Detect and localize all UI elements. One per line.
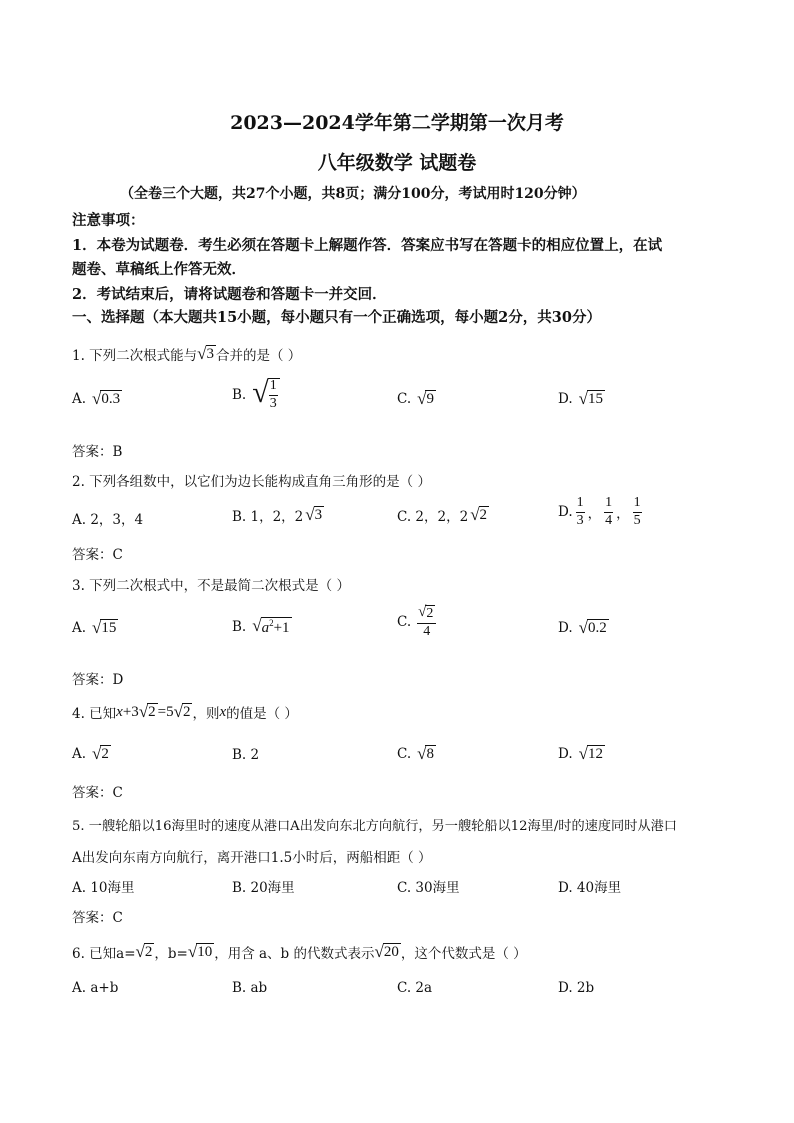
fraction: √ 2 4: [417, 605, 436, 640]
question-2-stem: 2. 下列各组数中，以它们为边长能构成直角三角形的是（ ）: [72, 474, 431, 490]
question-4-option-d[interactable]: D. √ 12: [558, 744, 603, 763]
sqrt-symbol: √ 12: [578, 744, 603, 763]
notice-item-2: 2．考试结束后，请将试题卷和答题卡一并交回．: [72, 286, 387, 303]
sqrt-symbol: √ 8: [417, 744, 434, 763]
question-5-option-c[interactable]: C. 30海里: [397, 880, 460, 896]
question-2-option-d[interactable]: D. $\frac{1}{3}$ ， $\frac{1}{4}$ ， $\frac{1}{5}$: [558, 495, 641, 528]
sqrt-symbol: √ 2: [470, 504, 488, 524]
sqrt-symbol: √ 9: [417, 389, 434, 408]
question-3-option-c[interactable]: C. √ 2 4: [397, 605, 436, 640]
question-6-option-c[interactable]: C. 2a: [397, 980, 433, 996]
question-2-option-a[interactable]: A. 2，3，4: [72, 512, 144, 528]
question-2-answer: 答案：C: [72, 547, 123, 563]
question-3-stem: 3. 下列二次根式中，不是最简二次根式是（ ）: [72, 578, 350, 594]
sqrt-symbol: √ 2: [135, 941, 153, 961]
sqrt-symbol: √ 3: [197, 343, 215, 363]
notice-item-1-line-2: 题卷、草稿纸上作答无效．: [72, 261, 246, 278]
sqrt-symbol: √ $\frac{1}{3}$: [252, 378, 279, 411]
question-3-option-b[interactable]: B. √ $a^2+1$: [232, 616, 290, 636]
question-1-option-d[interactable]: D. √ 15: [558, 389, 603, 408]
question-1-option-a[interactable]: A. √ 0.3: [72, 389, 121, 408]
question-1-answer: 答案：B: [72, 444, 123, 460]
exam-title: 2023—2024学年第二学期第一次月考: [230, 112, 564, 134]
sqrt-symbol: √ $a^2+1$: [252, 616, 290, 636]
fraction: $\frac{1}{5}$: [633, 495, 641, 528]
question-5-answer: 答案：C: [72, 910, 123, 926]
question-3-option-a[interactable]: A. √ 15: [72, 618, 117, 637]
notice-item-1-line-1: 1．本卷为试题卷．考生必须在答题卡上解题作答．答案应书写在答题卡的相应位置上，在试: [72, 237, 663, 254]
sqrt-symbol: √ 2: [92, 744, 109, 763]
question-3-option-d[interactable]: D. √ 0.2: [558, 618, 607, 637]
exam-subtitle: 八年级数学 试题卷: [317, 152, 477, 174]
question-4-answer: 答案：C: [72, 785, 123, 801]
notice-heading: 注意事项：: [72, 212, 145, 229]
question-6-option-b[interactable]: B. ab: [232, 980, 268, 996]
exam-info: （全卷三个大题，共27个小题，共8页；满分100分，考试用时120分钟）: [120, 186, 586, 202]
question-5-stem-line-2: A出发向东南方向航行，离开港口1.5小时后，两船相距（ ）: [72, 850, 432, 866]
question-5-option-b[interactable]: B. 20海里: [232, 880, 295, 896]
question-6-option-d[interactable]: D. 2b: [558, 980, 595, 996]
question-4-stem: 4. 已知 x +3 √ 2 =5 √ 2 ，则 x 的值是（ ）: [72, 701, 298, 722]
question-5-option-d[interactable]: D. 40海里: [558, 880, 622, 896]
sqrt-symbol: √ 20: [374, 941, 399, 961]
fraction: $\frac{1}{4}$: [605, 495, 613, 528]
question-2-option-c[interactable]: C. 2，2，2 √ 2: [397, 504, 488, 525]
question-4-option-b[interactable]: B. 2: [232, 747, 260, 763]
question-3-answer: 答案：D: [72, 672, 124, 688]
question-1-option-b[interactable]: B. √ $\frac{1}{3}$: [232, 378, 280, 411]
sqrt-symbol: √ 15: [578, 389, 603, 408]
question-5-option-a[interactable]: A. 10海里: [72, 880, 135, 896]
question-4-option-a[interactable]: A. √ 2: [72, 744, 109, 763]
sqrt-symbol: √ 10: [187, 941, 213, 961]
question-1-stem: 1. 下列二次根式能与 √ 3 合并的是（ ）: [72, 343, 302, 364]
question-5-stem-line-1: 5. 一艘轮船以16海里时的速度从港口A出发向东北方向航行，另一艘轮船以12海里/时的速度同时从港口: [72, 819, 677, 834]
fraction: $\frac{1}{3}$: [576, 495, 584, 528]
question-4-option-c[interactable]: C. √ 8: [397, 744, 434, 763]
section-1-heading: 一、选择题（本大题共15小题，每小题只有一个正确选项，每小题2分，共30分）: [72, 309, 601, 326]
sqrt-symbol: √ 0.3: [92, 389, 121, 408]
sqrt-symbol: √ 15: [92, 618, 117, 637]
question-1-option-c[interactable]: C. √ 9: [397, 389, 434, 408]
sqrt-symbol: √ 0.2: [578, 618, 607, 637]
question-2-option-b[interactable]: B. 1，2，2 √ 3: [232, 504, 323, 525]
question-6-option-a[interactable]: A. a+b: [72, 980, 119, 996]
equation: x +3 √ 2 =5 √ 2: [116, 701, 191, 721]
sqrt-symbol: √ 3: [305, 504, 323, 524]
question-6-stem: 6. 已知a= √ 2 ，b= √ 10 ，用含 a、b 的代数式表示 √ 20 ，这个代数式是（ ）: [72, 941, 527, 962]
